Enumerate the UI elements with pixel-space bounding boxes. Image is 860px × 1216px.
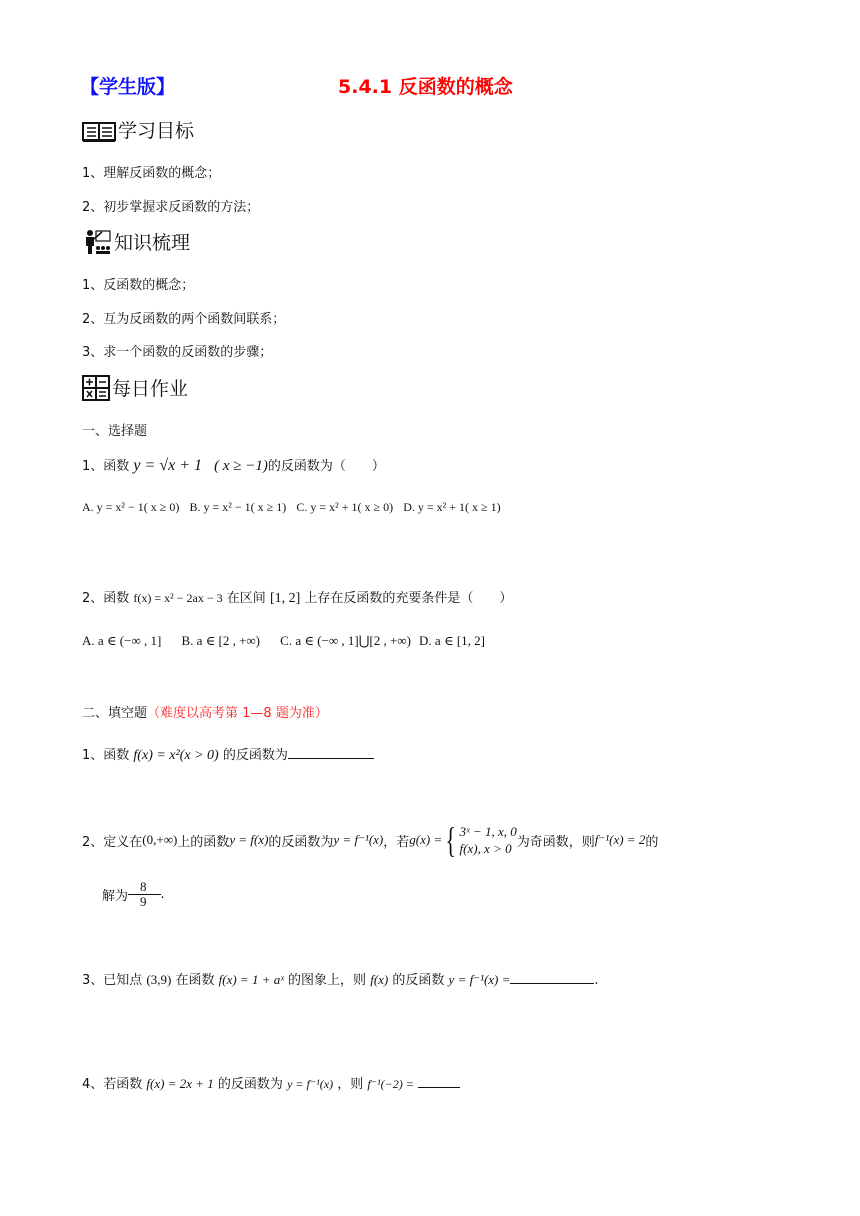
p2q3-func: f(x) = 1 + aˣ: [218, 972, 284, 987]
page-title: 5.4.1 反函数的概念: [338, 76, 513, 98]
section-goals-title: 学习目标: [118, 120, 195, 142]
p2q1-answer-blank[interactable]: [288, 744, 374, 759]
p2q2-case2: f(x), x > 0: [459, 841, 512, 856]
q2-func: f(x) = x² − 2ax − 3: [133, 591, 223, 605]
knowledge-item-3: 3、求一个函数的反函数的步骤；: [82, 345, 273, 360]
q2-suffix: 上存在反函数的充要条件是（ ）: [304, 591, 513, 606]
part2-note: （难度以高考第 1—8 题为准）: [147, 706, 328, 721]
q1-option-c[interactable]: C. y = x² + 1( x ≥ 0): [296, 500, 394, 514]
section-goals: [82, 116, 194, 143]
q2-mid: 在区间: [226, 591, 266, 606]
p2q2-g: g(x) =: [409, 832, 443, 847]
p2q2-t4: 为奇函数，则: [516, 834, 595, 850]
p2q1-func: f(x) = x²(x > 0): [133, 748, 219, 763]
q1-prefix: 1、函数: [82, 459, 130, 474]
book-icon: [82, 121, 116, 143]
p2q2-eq: f⁻¹(x) = 2: [594, 832, 646, 847]
p2q2-answer-prefix: 解为: [102, 889, 129, 904]
p2q3-prefix: 3、已知点: [82, 973, 143, 988]
p2q2-blank-left: [128, 894, 138, 895]
part2-q4: [82, 1073, 460, 1092]
p2q4-func: f(x) = 2x + 1: [146, 1076, 214, 1091]
p2q3-t2: 的图象上，则: [288, 973, 367, 988]
q2-option-a[interactable]: A. a ∈ (−∞ , 1]: [82, 633, 162, 648]
knowledge-item-1: 1、反函数的概念；: [82, 278, 195, 293]
p2q4-prefix: 4、若函数: [82, 1077, 143, 1092]
q1-func: y = √x + 1: [133, 457, 202, 474]
p2q2-f: y = f(x): [229, 832, 269, 847]
p2q1-suffix: 的反函数为: [222, 748, 288, 763]
q1-option-b[interactable]: B. y = x² − 1( x ≥ 1): [189, 500, 287, 514]
calculator-icon: [82, 375, 110, 401]
part2-title: 二、填空题: [82, 706, 148, 721]
part1-q2: [82, 587, 512, 607]
q1-option-d[interactable]: D. y = x² + 1( x ≥ 1): [403, 500, 501, 514]
p2q3-suffix: .: [594, 973, 599, 988]
q2-option-c[interactable]: C. a ∈ (−∞ , 1]⋃[2 , +∞): [280, 633, 411, 648]
p2q2-blank-right: [149, 894, 161, 895]
p2q3-t1: 在函数: [175, 973, 215, 988]
p2q2-answer-suffix: .: [160, 887, 165, 902]
section-knowledge-title: 知识梳理: [114, 232, 191, 254]
q2-prefix: 2、函数: [82, 591, 130, 606]
p2q3-t3: 的反函数: [392, 973, 445, 988]
p2q3-answer-blank[interactable]: [510, 969, 594, 984]
p2q4-answer-blank[interactable]: [418, 1073, 460, 1088]
p2q2-cases: [460, 823, 517, 857]
part2-q2: [82, 822, 658, 858]
p2q3-point: (3,9): [146, 972, 172, 987]
section-homework-title: 每日作业: [112, 378, 189, 400]
p2q4-finv: y = f⁻¹(x): [287, 1077, 334, 1091]
part2-q1: [82, 744, 374, 764]
p2q2-t3: ，若: [383, 834, 410, 850]
p2q3-finv: y = f⁻¹(x) =: [448, 972, 511, 987]
p2q4-ask: f⁻¹(−2) =: [367, 1077, 414, 1091]
part1-title: 一、选择题: [82, 424, 148, 439]
edition-label: 【学生版】: [80, 76, 176, 98]
section-knowledge: [82, 228, 190, 255]
part1-q1-options: [82, 500, 501, 515]
p2q2-answer-fraction: [138, 880, 149, 909]
goal-item-2: 2、初步掌握求反函数的方法；: [82, 200, 260, 215]
q2-interval: [1, 2]: [269, 591, 301, 606]
goal-item-1: 1、理解反函数的概念；: [82, 166, 221, 181]
part2-q3: [82, 969, 599, 988]
p2q4-t1: 的反函数为: [217, 1077, 283, 1092]
p2q2-domain: (0,+∞): [142, 832, 178, 847]
q1-cond: ( x ≥ −1): [214, 458, 268, 474]
part1-q1: [82, 455, 385, 475]
p2q2-prefix: 2、定义在: [82, 834, 143, 850]
p2q2-case1: 3ˣ − 1, x, 0: [459, 824, 517, 839]
p2q4-t2: ，则: [337, 1077, 364, 1092]
p2q2-t2: 的反函数为: [268, 834, 334, 850]
p2q2-brace: {: [445, 820, 457, 860]
part1-q2-options: [82, 633, 485, 649]
q2-option-b[interactable]: B. a ∈ [2 , +∞): [181, 633, 261, 648]
q1-option-a[interactable]: A. y = x² − 1( x ≥ 0): [82, 500, 180, 514]
section-homework: [82, 374, 188, 401]
p2q2-t1: 上的函数: [177, 834, 230, 850]
knowledge-item-2: 2、互为反函数的两个函数间联系；: [82, 312, 286, 327]
p2q2-finv: y = f⁻¹(x): [333, 832, 384, 847]
p2q2-t5: 的: [645, 834, 659, 850]
p2q1-prefix: 1、函数: [82, 748, 130, 763]
p2q2-answer-den: 9: [140, 894, 147, 909]
p2q2-answer-num: 8: [140, 879, 147, 894]
q2-option-d[interactable]: D. a ∈ [1, 2]: [419, 633, 485, 648]
p2q3-f: f(x): [370, 972, 389, 987]
q1-suffix: 的反函数为（ ）: [267, 459, 385, 474]
part2-heading: [82, 702, 328, 721]
part2-q2-answer: [102, 880, 165, 909]
teacher-icon: [82, 229, 112, 255]
